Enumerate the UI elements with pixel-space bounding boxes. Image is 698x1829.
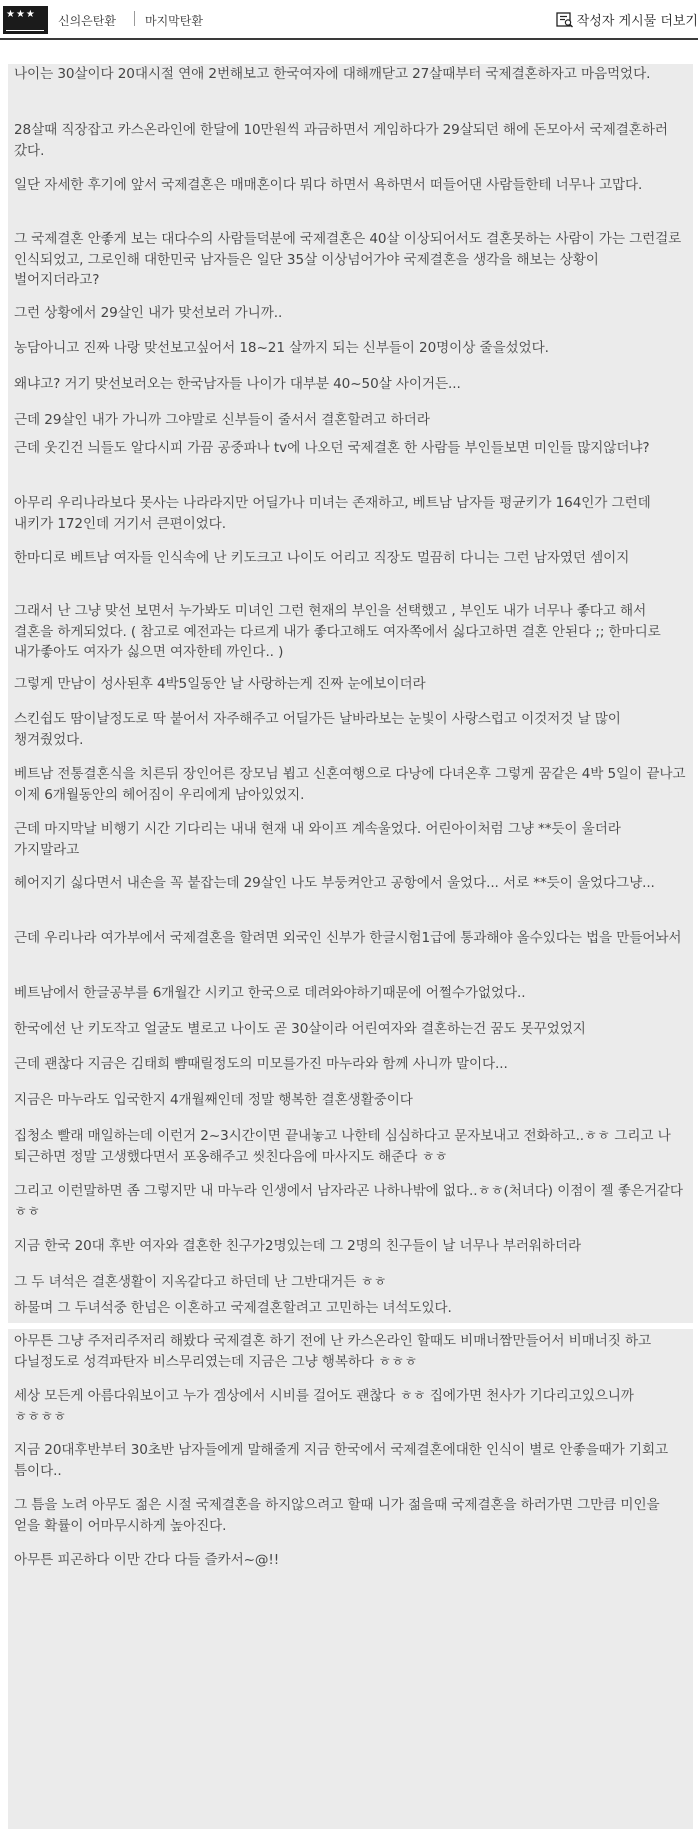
sub-gallery-link[interactable]: 마지막탄환 xyxy=(145,14,203,28)
post-paragraph: 베트남 전통결혼식을 치른뒤 장인어른 장모님 뵙고 신혼여행으로 다낭에 다녀온후 그렇게 꿈같은 4박 5일이 끝나고 이제 6개월동안의 헤어짐이 우리에게 남아있었지. xyxy=(14,766,686,803)
post-text-block-3 xyxy=(8,1329,693,1829)
post-paragraph: 헤어지기 싫다면서 내손을 꼭 붙잡는데 29살인 나도 부둥켜안고 공항에서 울었다... 서로 **듯이 울었다그냥... xyxy=(14,875,655,891)
logo-text: ★★★ xyxy=(6,9,36,20)
post-paragraph: 나이는 30살이다 20대시절 연애 2번해보고 한국여자에 대해깨닫고 27살때부터 국제결혼하자고 마음먹었다. xyxy=(14,66,651,82)
post-paragraph: 세상 모든게 아름다워보이고 누가 겜상에서 시비를 걸어도 괜찮다 ㅎㅎ 집에가면 천사가 기다리고있으니까 ㅎㅎㅎㅎ xyxy=(14,1388,634,1425)
post-paragraph: 그런 상황에서 29살인 내가 맞선보러 가니까.. xyxy=(14,305,283,321)
post-paragraph: 근데 29살인 내가 가니까 그야말로 신부들이 줄서서 결혼할려고 하더라 xyxy=(14,412,430,428)
post-paragraph: 근데 웃긴건 늬들도 알다시피 가끔 공중파나 tv에 나오던 국제결혼 한 사람들 부인들보면 미인들 많지않더냐? xyxy=(14,440,650,456)
post-paragraph: 지금 20대후반부터 30초반 남자들에게 말해줄게 지금 한국에서 국제결혼에대한 인식이 별로 안좋을때가 기회고 틈이다.. xyxy=(14,1442,669,1479)
logo-underline xyxy=(6,30,44,31)
post-paragraph: 그 틈을 노려 아무도 젊은 시절 국제결혼을 하지않으려고 할때 니가 젊을때 국제결혼을 하러가면 그만큼 미인을 얻을 확률이 어마무시하게 높아진다. xyxy=(14,1497,660,1534)
post-paragraph: 근데 우리나라 여가부에서 국제결혼을 할려면 외국인 신부가 한글시험1급에 통과해야 올수있다는 법을 만들어놔서 xyxy=(14,930,682,946)
post-paragraph: 아무튼 피곤하다 이만 간다 다들 즐카서~@!! xyxy=(14,1552,280,1568)
post-paragraph: 한국에선 난 키도작고 얼굴도 별로고 나이도 곧 30살이라 어린여자와 결혼하는건 꿈도 못꾸었었지 xyxy=(14,1021,586,1037)
gallery-name-link[interactable]: 신의은탄환 xyxy=(58,14,116,28)
post-paragraph: 근데 마지막날 비행기 시간 기다리는 내내 현재 내 와이프 계속울었다. 어린아이처럼 그냥 **듯이 울더라 가지말라고 xyxy=(14,821,621,858)
post-paragraph: 그렇게 만남이 성사된후 4박5일동안 날 사랑하는게 진짜 눈에보이더라 xyxy=(14,676,426,692)
post-paragraph: 28살때 직장잡고 카스온라인에 한달에 10만원씩 과금하면서 게임하다가 29살되던 해에 돈모아서 국제결혼하러 갔다. xyxy=(14,122,668,159)
post-paragraph: 농담아니고 진짜 나랑 맞선보고싶어서 18~21 살까지 되는 신부들이 20명이상 줄을섰었다. xyxy=(14,340,549,356)
post-paragraph: 지금은 마누라도 입국한지 4개월째인데 정말 행복한 결혼생활중이다 xyxy=(14,1092,413,1108)
post-paragraph: 일단 자세한 후기에 앞서 국제결혼은 매매혼이다 뭐다 하면서 욕하면서 떠들어댄 사람들한테 너무나 고맙다. xyxy=(14,177,643,193)
writer-posts-button[interactable] xyxy=(556,10,698,29)
post-paragraph: 아무튼 그냥 주저리주저리 해봤다 국제결혼 하기 전에 난 카스온라인 할때도 비매너짬만들어서 비매너짓 하고 다닐정도로 성격파탄자 비스무리였는데 지금은 그냥 행복하다 ㅎㅎㅎ xyxy=(14,1333,652,1370)
post-paragraph: 근데 괜찮다 지금은 김태희 뺨때릴정도의 미모를가진 마누라와 함께 사니까 말이다... xyxy=(14,1056,508,1072)
post-paragraph: 집청소 빨래 매일하는데 이런거 2~3시간이면 끝내놓고 나한테 심심하다고 문자보내고 전화하고..ㅎㅎ 그리고 나 퇴근하면 정말 고생했다면서 포옹해주고 씻친다음에 마사지도 해준다 ㅎㅎ xyxy=(14,1128,671,1165)
post-paragraph: 그 국제결혼 안좋게 보는 대다수의 사람들덕분에 국제결혼은 40살 이상되어서도 결혼못하는 사람이 가는 그런걸로 인식되었고, 그로인해 대한민국 남자들은 일단 35살 이상넘어가야 국제결혼을 생각을 해보는 상황이 벌어지더라고? xyxy=(14,231,682,288)
header-divider xyxy=(134,11,135,26)
post-paragraph: 그리고 이런말하면 좀 그렇지만 내 마누라 인생에서 남자라곤 나하나밖에 없다..ㅎㅎ(처녀다) 이점이 젤 좋은거같다 ㅎㅎ xyxy=(14,1183,683,1220)
document-search-icon xyxy=(556,12,574,28)
gallery-logo[interactable] xyxy=(3,6,48,34)
post-paragraph: 아무리 우리나라보다 못사는 나라라지만 어딜가나 미녀는 존재하고, 베트남 남자들 평균키가 164인가 그런데 내키가 172인데 거기서 큰편이었다. xyxy=(14,495,651,532)
post-text-block-1 xyxy=(8,64,693,462)
post-paragraph: 그래서 난 그냥 맞선 보면서 누가봐도 미녀인 그런 현재의 부인을 선택했고 , 부인도 내가 너무나 좋다고 해서 결혼을 하게되었다. ( 참고로 예전과는 다르게 내가 좋다고해도 여자쪽에서 싫다고하면 결혼 안된다 ;; 한마디로 내가좋아도 여자가 싫으면 여자한테 까인다.. ) xyxy=(14,603,661,660)
writer-posts-label: 작성자 게시물 더보기 xyxy=(576,14,698,29)
gallery-header xyxy=(0,0,698,40)
post-paragraph: 베트남에서 한글공부를 6개월간 시키고 한국으로 데려와야하기때문에 어쩔수가없었다.. xyxy=(14,985,526,1001)
post-paragraph: 스킨쉽도 땀이날정도로 딱 붙어서 자주해주고 어딜가든 날바라보는 눈빛이 사랑스럽고 이것저것 날 많이 챙겨줬었다. xyxy=(14,711,621,748)
post-text-block-2 xyxy=(8,436,693,1323)
post-paragraph: 하물며 그 두녀석중 한넘은 이혼하고 국제결혼할려고 고민하는 녀석도있다. xyxy=(14,1300,452,1316)
post-paragraph: 한마디로 베트남 여자들 인식속에 난 키도크고 나이도 어리고 직장도 멀끔히 다니는 그런 남자였던 셈이지 xyxy=(14,550,630,566)
post-paragraph: 그 두 녀석은 결혼생활이 지옥같다고 하던데 난 그반대거든 ㅎㅎ xyxy=(14,1274,387,1290)
post-paragraph: 왜냐고? 거기 맞선보러오는 한국남자들 나이가 대부분 40~50살 사이거든... xyxy=(14,376,461,392)
post-paragraph: 지금 한국 20대 후반 여자와 결혼한 친구가2명있는데 그 2명의 친구들이 날 너무나 부러워하더라 xyxy=(14,1238,582,1254)
